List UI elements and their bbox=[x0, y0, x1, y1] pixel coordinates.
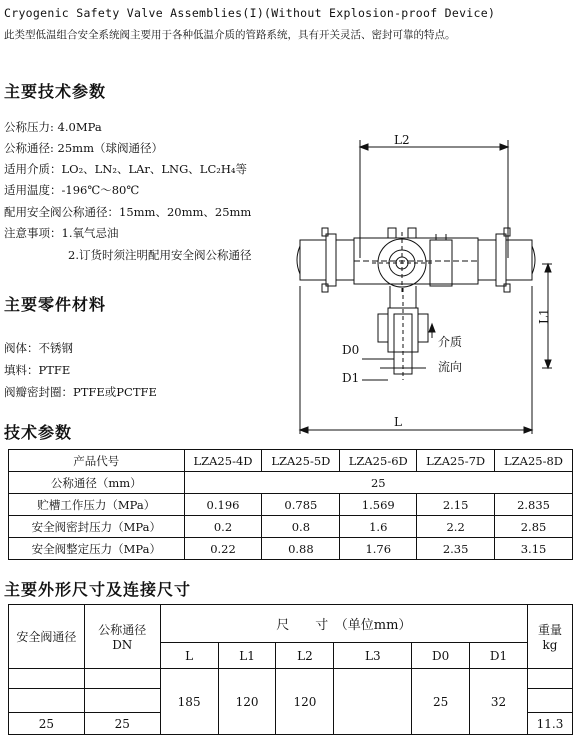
spec-note-1: 注意事项：1.氧气忌油 bbox=[4, 226, 119, 240]
value-l1: 120 bbox=[218, 669, 276, 735]
cell: 0.22 bbox=[184, 538, 262, 560]
param-dn-label: 公称通径（mm） bbox=[9, 472, 185, 494]
cell: 0.785 bbox=[262, 494, 340, 516]
row-label: 安全阀整定压力（MPa） bbox=[9, 538, 185, 560]
cell bbox=[9, 669, 85, 689]
cell bbox=[528, 689, 573, 713]
param-header-row bbox=[9, 450, 573, 472]
col-weight-label: 重量 bbox=[537, 623, 562, 637]
materials-heading: 主要零件材料 bbox=[4, 295, 107, 314]
sub-col-d1: D1 bbox=[470, 643, 528, 669]
col-dn bbox=[84, 605, 160, 669]
sub-col-l1: L1 bbox=[218, 643, 276, 669]
cell: 0.196 bbox=[184, 494, 262, 516]
spec-pressure: 公称压力: 4.0MPa bbox=[4, 120, 102, 134]
dim-table-heading: 主要外形尺寸及连接尺寸 bbox=[4, 580, 192, 599]
col-size: 尺 寸 （单位mm） bbox=[160, 605, 527, 643]
value-d0: 25 bbox=[412, 669, 470, 735]
sub-col-l: L bbox=[160, 643, 218, 669]
col-safety-dn: 安全阀通径 bbox=[9, 605, 85, 669]
cell bbox=[84, 669, 160, 689]
cell: 0.88 bbox=[262, 538, 340, 560]
sub-col-l2: L2 bbox=[276, 643, 334, 669]
spec-medium: 适用介质：LO₂、LN₂、LAr、LNG、LC₂H₄等 bbox=[4, 162, 247, 176]
model-8d: LZA25-8D bbox=[495, 450, 573, 472]
label-medium: 介质 bbox=[438, 335, 463, 349]
value-l: 185 bbox=[160, 669, 218, 735]
sub-col-d0: D0 bbox=[412, 643, 470, 669]
cell: 0.8 bbox=[262, 516, 340, 538]
cell: 2.35 bbox=[417, 538, 495, 560]
spec-dn: 公称通径: 25mm（球阀通径） bbox=[4, 141, 163, 155]
cell: 3.15 bbox=[495, 538, 573, 560]
model-6d: LZA25-6D bbox=[340, 450, 417, 472]
label-l2: L2 bbox=[394, 133, 410, 147]
param-table bbox=[8, 449, 573, 560]
table-row bbox=[9, 494, 573, 516]
row-label: 贮槽工作压力（MPa） bbox=[9, 494, 185, 516]
param-table-heading: 技术参数 bbox=[4, 423, 73, 442]
label-d1: D1 bbox=[342, 371, 360, 385]
dim-table bbox=[8, 604, 573, 735]
cell: 2.15 bbox=[417, 494, 495, 516]
valve-drawing bbox=[290, 128, 570, 438]
param-dn-row bbox=[9, 472, 573, 494]
col-weight bbox=[528, 605, 573, 669]
table-row bbox=[9, 538, 573, 560]
value-l2: 120 bbox=[276, 669, 334, 735]
label-l1: L1 bbox=[537, 308, 551, 324]
tech-params-heading: 主要技术参数 bbox=[4, 82, 107, 101]
label-d0: D0 bbox=[342, 343, 360, 357]
col-dn-label: 公称通径 bbox=[98, 623, 147, 637]
cell bbox=[528, 669, 573, 689]
cell: 2.85 bbox=[495, 516, 573, 538]
table-row bbox=[9, 669, 573, 689]
model-7d: LZA25-7D bbox=[417, 450, 495, 472]
model-4d: LZA25-4D bbox=[184, 450, 262, 472]
material-body: 阀体：不锈钢 bbox=[4, 341, 73, 355]
title-en: Cryogenic Safety Valve Assemblies(I)(Without Explosion-proof Device) bbox=[4, 6, 496, 20]
cell: 0.2 bbox=[184, 516, 262, 538]
table-row bbox=[9, 516, 573, 538]
sub-col-l3: L3 bbox=[334, 643, 412, 669]
param-dn-value: 25 bbox=[184, 472, 572, 494]
model-5d: LZA25-5D bbox=[262, 450, 340, 472]
material-seal: 阀瓣密封圈：PTFE或PCTFE bbox=[4, 385, 157, 399]
param-header-label: 产品代号 bbox=[9, 450, 185, 472]
cell: 2.835 bbox=[495, 494, 573, 516]
cell bbox=[9, 689, 85, 713]
intro-cn: 此类型低温组合安全系统阀主要用于各种低温介质的管路系统，具有开关灵活、密封可靠的特点。 bbox=[4, 29, 456, 41]
label-flow: 流向 bbox=[438, 360, 463, 374]
col-dn-sub: DN bbox=[112, 638, 133, 652]
spec-temp: 适用温度：-196℃～80℃ bbox=[4, 183, 140, 197]
value-dn: 25 bbox=[84, 713, 160, 735]
label-l: L bbox=[394, 415, 402, 429]
material-packing: 填料：PTFE bbox=[4, 363, 71, 377]
dim-header-row bbox=[9, 605, 573, 643]
value-weight: 11.3 bbox=[528, 713, 573, 735]
cell: 1.6 bbox=[340, 516, 417, 538]
cell: 2.2 bbox=[417, 516, 495, 538]
value-l3 bbox=[334, 669, 412, 735]
spec-safety-dn: 配用安全阀公称通径：15mm、20mm、25mm bbox=[4, 205, 252, 219]
row-label: 安全阀密封压力（MPa） bbox=[9, 516, 185, 538]
cell bbox=[84, 689, 160, 713]
value-d1: 32 bbox=[470, 669, 528, 735]
col-weight-unit: kg bbox=[542, 638, 558, 652]
cell: 1.569 bbox=[340, 494, 417, 516]
cell: 1.76 bbox=[340, 538, 417, 560]
value-safety-dn: 25 bbox=[9, 713, 85, 735]
spec-note-2: 2.订货时须注明配用安全阀公称通径 bbox=[68, 248, 252, 262]
